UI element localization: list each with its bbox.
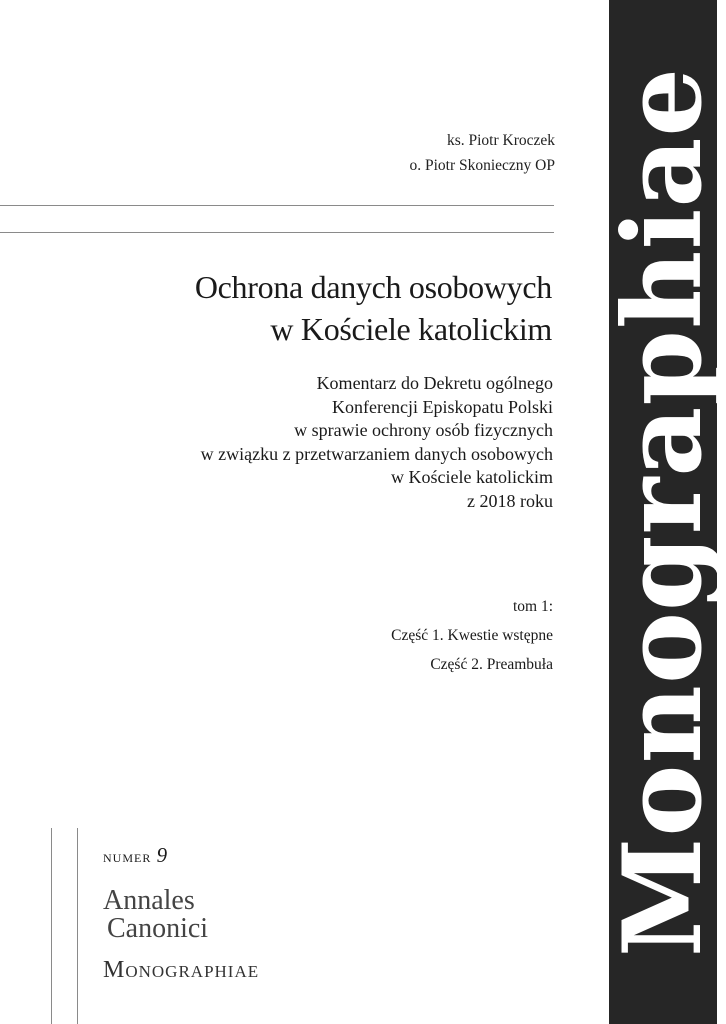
volume-part-1: Część 1. Kwestie wstępne [391,627,553,644]
series-subseries: Monographiae [103,957,260,983]
series-rule-left [51,828,52,1024]
subtitle-line-2: Konferencji Episkopatu Polski [332,396,553,417]
author-2: o. Piotr Skonieczny OP [409,157,555,174]
subtitle-line-1: Komentarz do Dekretu ogólnego [316,373,553,393]
series-block [103,843,363,984]
series-number-value: 9 [156,843,169,867]
subtitle-line-3: w sprawie ochrony osób fizycznych [294,420,553,440]
authors [409,128,555,178]
series-name [103,887,363,943]
sidebar-series-title: Monographiae [600,66,726,958]
series-name-line-2: Canonici [107,913,209,944]
title-line-2: w Kościele katolickim [270,311,552,347]
volume-part-2: Część 2. Preambuła [430,656,553,673]
cover-sidebar [600,0,726,1024]
subtitle-line-5: w Kościele katolickim [391,467,553,487]
volume-info [391,592,553,679]
series-rule-right [77,828,78,1024]
series-name-line-1: Annales [103,885,195,916]
series-number [103,843,363,869]
series-number-label: numer [103,847,152,866]
book-title [195,266,552,350]
volume-label: tom 1: [512,598,553,615]
subtitle-line-4: w związku z przetwarzaniem danych osobowych [200,443,553,464]
subtitle-line-6: z 2018 roku [467,490,553,511]
title-line-1: Ochrona danych osobowych [194,269,552,305]
rule-bottom [0,232,554,233]
book-subtitle [201,372,553,513]
author-1: ks. Piotr Kroczek [446,132,555,149]
rule-top [0,205,554,206]
